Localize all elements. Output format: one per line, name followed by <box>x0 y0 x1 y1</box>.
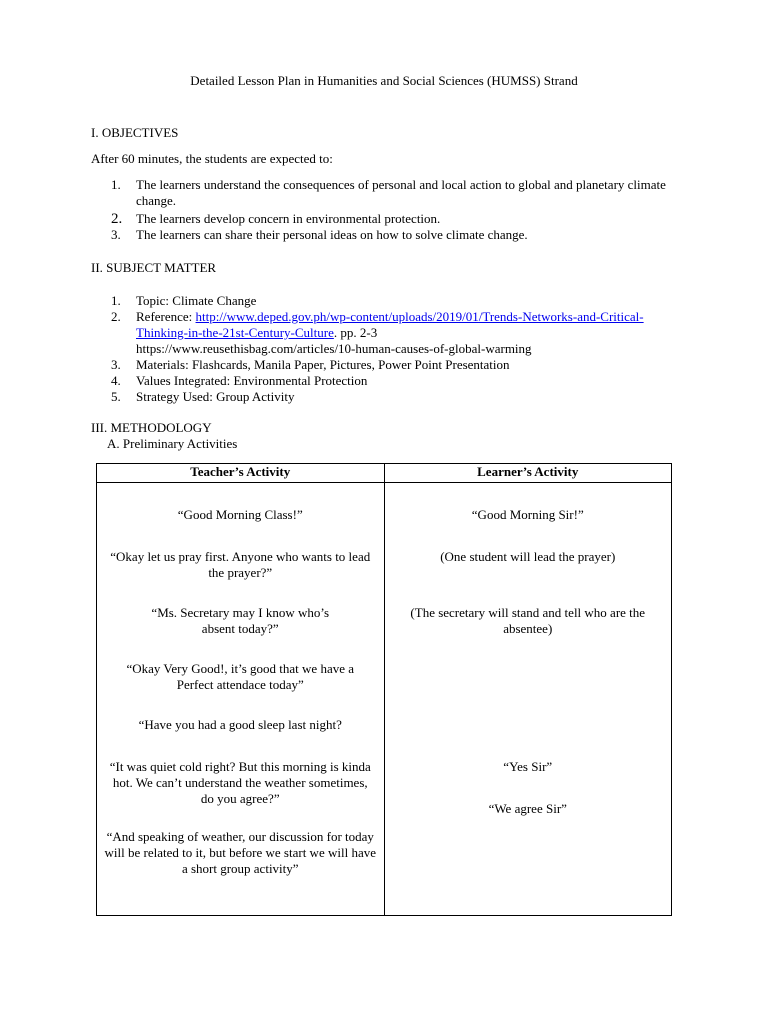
objective-text: The learners can share their personal ideas on how to solve climate change. <box>136 227 528 242</box>
list-item: 2. Reference: http://www.deped.gov.ph/wp-content/uploads/2019/01/Trends-Networks-and-Critical-Thinking-in-the-21st-Century-Culture. pp. 2-3 https://www.reusethisbag.com/articles/10-human-causes-of-global-warming <box>111 309 644 356</box>
list-item: 3. The learners can share their personal ideas on how to solve climate change. <box>111 227 528 242</box>
document-title: Detailed Lesson Plan in Humanities and Social Sciences (HUMSS) Strand <box>190 73 578 88</box>
list-item: 2. The learners develop concern in environmental protection. <box>111 211 441 227</box>
reference-pages: . pp. 2-3 <box>333 325 378 340</box>
learner-line: “We agree Sir” <box>488 801 567 816</box>
subject-matter-list <box>111 293 691 405</box>
reference-label: Reference: <box>136 309 196 324</box>
objectives-list <box>111 177 691 243</box>
list-item: 1. Topic: Climate Change <box>111 293 257 308</box>
values-text: Values Integrated: Environmental Protection <box>136 373 368 388</box>
learner-line: “Yes Sir” <box>503 759 553 774</box>
preliminary-activities-heading: A. Preliminary Activities <box>107 436 238 451</box>
objective-text: The learners develop concern in environmental protection. <box>136 211 441 226</box>
learner-activity-cell <box>384 483 672 916</box>
materials-text: Materials: Flashcards, Manila Paper, Pictures, Power Point Presentation <box>136 357 510 372</box>
list-item: 4. Values Integrated: Environmental Protection <box>111 373 368 388</box>
learner-line: “Good Morning Sir!” <box>471 507 584 522</box>
subject-matter-heading: II. SUBJECT MATTER <box>91 260 217 275</box>
activity-table <box>96 463 672 916</box>
teacher-line: “Have you had a good sleep last night? <box>138 717 342 732</box>
list-item: 1. The learners understand the consequences of personal and local action to global and planetary climate change. <box>111 177 666 208</box>
topic-text: Topic: Climate Change <box>136 293 257 308</box>
teacher-line: “Okay let us pray first. Anyone who wants to lead the prayer?” <box>110 549 371 580</box>
objectives-heading: I. OBJECTIVES <box>91 125 179 140</box>
teacher-line: “It was quiet cold right? But this morning is kinda hot. We can’t understand the weather sometimes, do you agree?” <box>109 759 371 806</box>
teacher-line: “Good Morning Class!” <box>177 507 303 522</box>
teacher-activity-cell <box>97 483 385 916</box>
methodology-heading: III. METHODOLOGY <box>91 420 212 435</box>
strategy-text: Strategy Used: Group Activity <box>136 389 295 404</box>
objectives-intro: After 60 minutes, the students are expected to: <box>91 151 333 166</box>
learner-line: (One student will lead the prayer) <box>440 549 616 564</box>
list-item: 3. Materials: Flashcards, Manila Paper, Pictures, Power Point Presentation <box>111 357 510 372</box>
list-item: 5. Strategy Used: Group Activity <box>111 389 295 404</box>
reference-link[interactable]: http://www.deped.gov.ph/wp-content/uploads/2019/01/Trends-Networks-and-Critical-Thinking-in-the-21st-Century-Culture <box>136 309 644 340</box>
teacher-line: “Ms. Secretary may I know who’s absent today?” <box>151 605 330 636</box>
teacher-line: “Okay Very Good!, it’s good that we have a Perfect attendace today” <box>126 661 355 692</box>
teacher-line: “And speaking of weather, our discussion for today will be related to it, but before we start we will have a short group activity” <box>104 829 376 876</box>
teacher-activity-header: Teacher’s Activity <box>97 464 385 483</box>
learner-line: (The secretary will stand and tell who are the absentee) <box>410 605 646 636</box>
objective-text: The learners understand the consequences of personal and local action to global and planetary climate change. <box>136 177 666 208</box>
learner-activity-header: Learner’s Activity <box>384 464 672 483</box>
reference-url-extra: https://www.reusethisbag.com/articles/10-human-causes-of-global-warming <box>136 341 532 356</box>
